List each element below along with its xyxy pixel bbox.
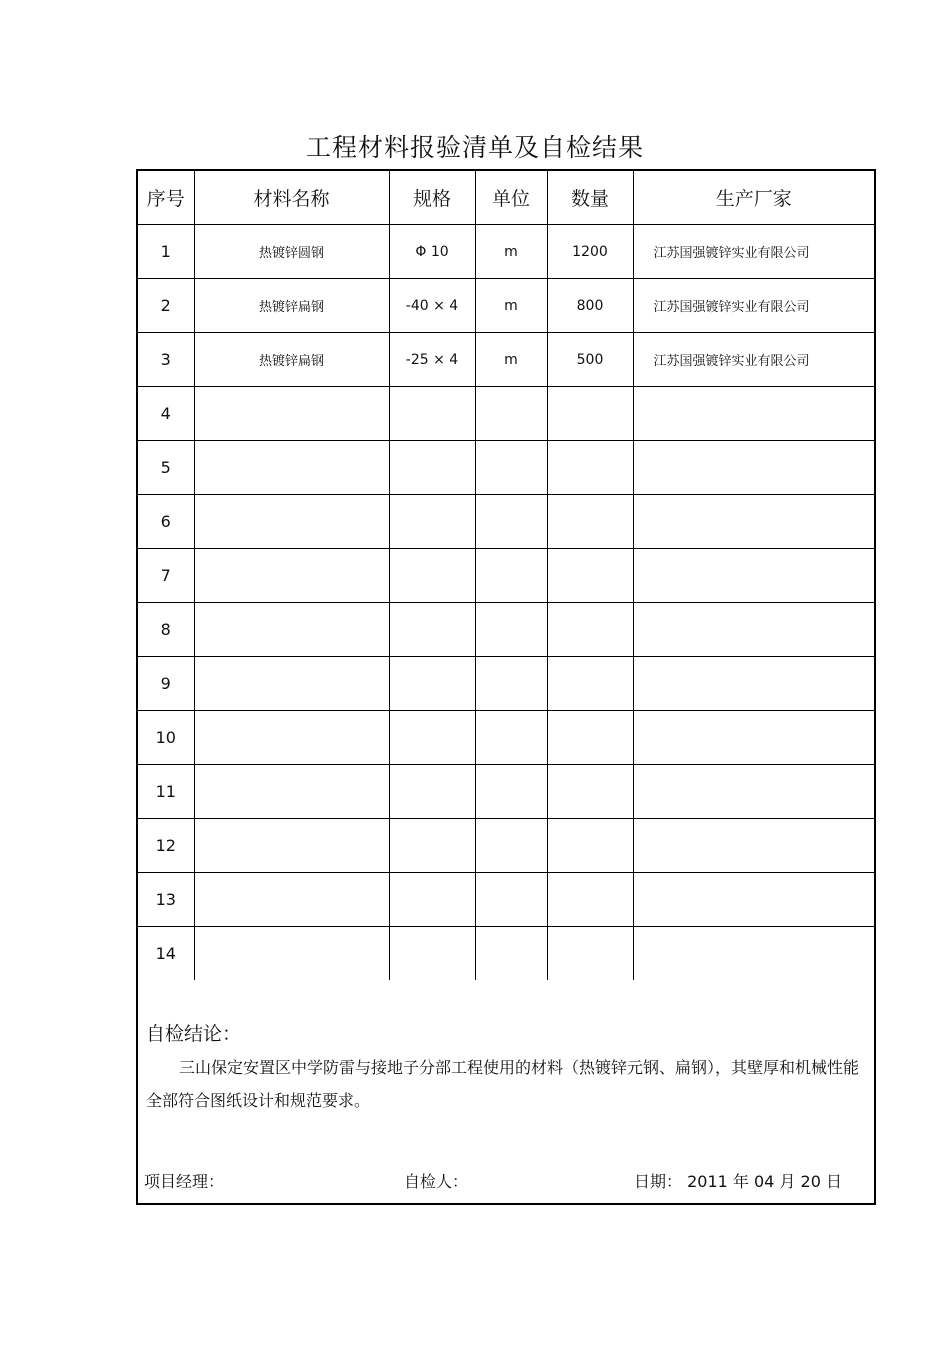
cell-quantity: 1200 (547, 225, 633, 279)
conclusion-text: 三山保定安置区中学防雷与接地子分部工程使用的材料（热镀锌元钢、扁钢），其壁厚和机械性能全部符合图纸设计和规范要求。 (146, 1058, 860, 1110)
cell-material-name (194, 927, 389, 981)
cell-quantity: 800 (547, 279, 633, 333)
cell-manufacturer (633, 495, 874, 549)
material-inspection-form (136, 169, 876, 1205)
cell-manufacturer (633, 603, 874, 657)
cell-material-name (194, 873, 389, 927)
cell-quantity: 500 (547, 333, 633, 387)
cell-quantity (547, 441, 633, 495)
cell-quantity (547, 765, 633, 819)
cell-quantity (547, 927, 633, 981)
table-row (138, 387, 874, 441)
cell-quantity (547, 495, 633, 549)
cell-no: 7 (138, 549, 194, 603)
cell-spec (389, 387, 475, 441)
table-row (138, 657, 874, 711)
cell-quantity (547, 603, 633, 657)
cell-spec (389, 927, 475, 981)
header-manufacturer: 生产厂家 (633, 171, 874, 225)
cell-material-name (194, 711, 389, 765)
self-inspection-conclusion (138, 983, 874, 1203)
cell-no: 14 (138, 927, 194, 981)
cell-unit (475, 711, 547, 765)
cell-unit (475, 603, 547, 657)
materials-table (138, 171, 874, 980)
cell-spec (389, 873, 475, 927)
cell-spec (389, 711, 475, 765)
table-row (138, 927, 874, 981)
cell-spec (389, 441, 475, 495)
cell-material-name: 热镀锌扁钢 (194, 279, 389, 333)
cell-no: 5 (138, 441, 194, 495)
cell-unit (475, 495, 547, 549)
document-title: 工程材料报验清单及自检结果 (305, 133, 644, 162)
header-spec: 规格 (389, 171, 475, 225)
cell-unit (475, 873, 547, 927)
cell-no: 3 (138, 333, 194, 387)
table-row (138, 441, 874, 495)
cell-unit (475, 387, 547, 441)
cell-unit (475, 765, 547, 819)
cell-no: 4 (138, 387, 194, 441)
cell-unit: m (475, 333, 547, 387)
cell-unit: m (475, 279, 547, 333)
cell-manufacturer: 江苏国强镀锌实业有限公司 (633, 333, 874, 387)
table-row (138, 873, 874, 927)
cell-no: 6 (138, 495, 194, 549)
cell-quantity (547, 657, 633, 711)
cell-manufacturer (633, 765, 874, 819)
cell-no: 10 (138, 711, 194, 765)
date-value: 2011 年 04 月 20 日 (687, 1172, 842, 1191)
cell-spec: Φ 10 (389, 225, 475, 279)
cell-no: 12 (138, 819, 194, 873)
cell-spec: -40 × 4 (389, 279, 475, 333)
inspector-label: 自检人： (404, 1172, 469, 1191)
cell-unit (475, 657, 547, 711)
cell-material-name (194, 441, 389, 495)
table-row (138, 333, 874, 387)
cell-unit: m (475, 225, 547, 279)
cell-material-name (194, 819, 389, 873)
cell-unit (475, 441, 547, 495)
cell-material-name (194, 387, 389, 441)
table-row (138, 819, 874, 873)
table-row (138, 603, 874, 657)
cell-no: 13 (138, 873, 194, 927)
cell-material-name (194, 495, 389, 549)
cell-no: 1 (138, 225, 194, 279)
cell-manufacturer: 江苏国强镀锌实业有限公司 (633, 279, 874, 333)
cell-quantity (547, 711, 633, 765)
cell-manufacturer (633, 819, 874, 873)
cell-unit (475, 549, 547, 603)
cell-unit (475, 927, 547, 981)
table-header-row (138, 171, 874, 225)
header-material-name: 材料名称 (194, 171, 389, 225)
conclusion-label: 自检结论： (146, 1023, 242, 1045)
cell-spec (389, 819, 475, 873)
cell-spec (389, 657, 475, 711)
table-row (138, 711, 874, 765)
cell-manufacturer (633, 927, 874, 981)
cell-no: 9 (138, 657, 194, 711)
cell-material-name (194, 549, 389, 603)
cell-manufacturer (633, 549, 874, 603)
cell-manufacturer: 江苏国强镀锌实业有限公司 (633, 225, 874, 279)
cell-material-name (194, 657, 389, 711)
table-row (138, 549, 874, 603)
cell-quantity (547, 873, 633, 927)
cell-material-name: 热镀锌扁钢 (194, 333, 389, 387)
cell-material-name (194, 603, 389, 657)
project-manager-label: 项目经理： (144, 1172, 225, 1191)
cell-spec (389, 549, 475, 603)
cell-quantity (547, 819, 633, 873)
cell-unit (475, 819, 547, 873)
cell-material-name: 热镀锌圆钢 (194, 225, 389, 279)
cell-manufacturer (633, 441, 874, 495)
cell-spec (389, 495, 475, 549)
header-unit: 单位 (475, 171, 547, 225)
conclusion-paragraph (146, 1051, 868, 1117)
cell-no: 11 (138, 765, 194, 819)
cell-no: 2 (138, 279, 194, 333)
header-quantity: 数量 (547, 171, 633, 225)
date-label: 日期： (634, 1172, 683, 1191)
table-row (138, 495, 874, 549)
cell-no: 8 (138, 603, 194, 657)
cell-material-name (194, 765, 389, 819)
date-field (634, 1169, 842, 1192)
cell-manufacturer (633, 711, 874, 765)
cell-quantity (547, 549, 633, 603)
table-row (138, 765, 874, 819)
cell-spec (389, 765, 475, 819)
cell-quantity (547, 387, 633, 441)
table-row (138, 225, 874, 279)
cell-manufacturer (633, 387, 874, 441)
cell-spec (389, 603, 475, 657)
cell-manufacturer (633, 873, 874, 927)
table-row (138, 279, 874, 333)
header-no: 序号 (138, 171, 194, 225)
cell-spec: -25 × 4 (389, 333, 475, 387)
cell-manufacturer (633, 657, 874, 711)
